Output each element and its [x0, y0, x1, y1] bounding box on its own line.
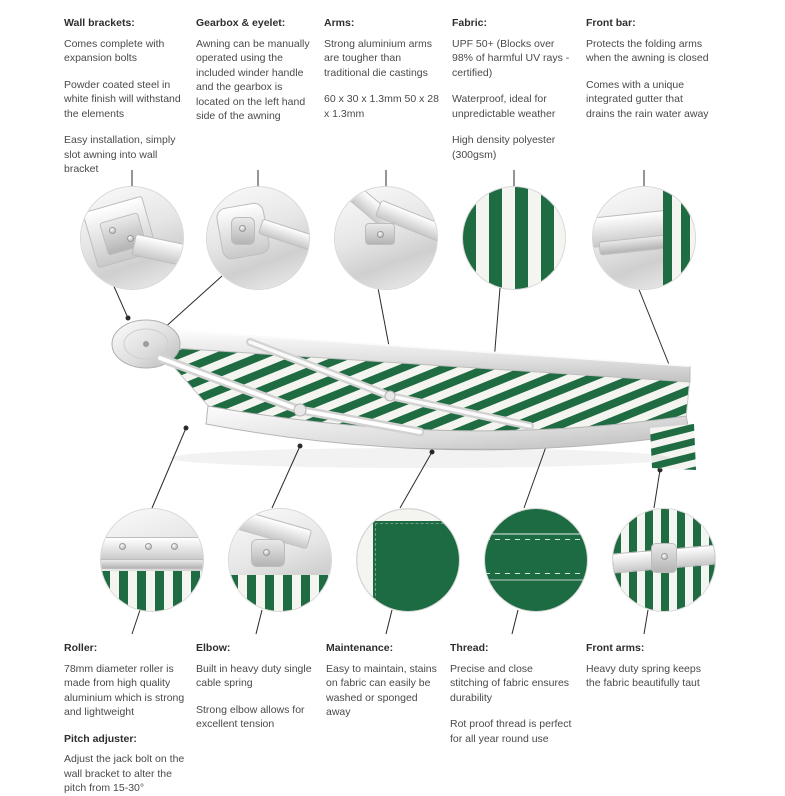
callout-heading-secondary: Pitch adjuster: [64, 732, 137, 745]
callout-paragraph: 78mm diameter roller is made from high quality aluminium which is strong and lightweight [64, 662, 185, 718]
callout-paragraph: Comes complete with expansion bolts [64, 37, 165, 64]
callout-paragraph: Strong aluminium arms are tougher than traditional die castings [324, 37, 432, 79]
callout-heading: Gearbox & eyelet: [196, 17, 286, 29]
bubble-thread [484, 508, 588, 612]
callout-paragraph: Strong elbow allows for excellent tension [196, 703, 305, 730]
bubble-fabric [462, 186, 566, 290]
callout-paragraph: Heavy duty spring keeps the fabric beautifully taut [586, 662, 701, 689]
callout-heading: Maintenance: [326, 642, 394, 654]
bubble-roller [100, 508, 204, 612]
bubble-maintenance [356, 508, 460, 612]
callout-front-bar [586, 16, 712, 121]
callout-paragraph: Easy to maintain, stains on fabric can easily be washed or sponged away [326, 662, 437, 718]
callout-thread [450, 641, 574, 746]
callout-heading: Fabric: [452, 17, 488, 29]
bubble-front-arms [612, 508, 716, 612]
callout-roller [64, 641, 188, 796]
callout-heading: Elbow: [196, 642, 231, 654]
callout-paragraph: 60 x 30 x 1.3mm 50 x 28 x 1.3mm [324, 93, 439, 120]
callout-paragraph: Precise and close stitching of fabric ensures durability [450, 662, 570, 704]
callout-paragraph: High density polyester (300gsm) [452, 134, 556, 161]
callout-heading: Front arms: [586, 642, 645, 654]
callout-heading: Arms: [324, 17, 355, 29]
callout-paragraph: Comes with a unique integrated gutter that drains the rain water away [586, 78, 709, 120]
callout-fabric [452, 16, 576, 162]
callout-gearbox-eyelet [196, 16, 316, 124]
bubble-gearbox [206, 186, 310, 290]
callout-maintenance [326, 641, 442, 720]
callout-paragraph: Powder coated steel in white finish will withstand the elements [64, 78, 181, 120]
bubble-arms [334, 186, 438, 290]
callout-elbow [196, 641, 314, 732]
callout-paragraph: Built in heavy duty single cable spring [196, 662, 312, 689]
callout-paragraph: Waterproof, ideal for unpredictable weather [452, 93, 556, 120]
bubble-front-bar [592, 186, 696, 290]
callout-heading: Roller: [64, 642, 98, 654]
bubble-wall-brackets [80, 186, 184, 290]
callout-paragraph: UPF 50+ (Blocks over 98% of harmful UV rays - certified) [452, 37, 570, 79]
bubble-elbow [228, 508, 332, 612]
callout-front-arms [586, 641, 712, 691]
callout-arms [324, 16, 442, 121]
callout-wall-brackets [64, 16, 184, 177]
callout-paragraph: Awning can be manually operated using the included winder handle and the gearbox is located on the left hand side of the awning [196, 37, 310, 122]
callout-paragraph: Adjust the jack bolt on the wall bracket to alter the pitch from 15-30° [64, 753, 185, 794]
callout-heading: Thread: [450, 642, 489, 654]
callout-heading: Front bar: [586, 17, 636, 29]
callout-heading: Wall brackets: [64, 17, 135, 29]
callout-paragraph: Rot proof thread is perfect for all year round use [450, 718, 572, 745]
callout-paragraph: Easy installation, simply slot awning into wall bracket [64, 134, 176, 175]
callout-paragraph: Protects the folding arms when the awning is closed [586, 37, 709, 64]
awning-illustration [90, 300, 710, 500]
